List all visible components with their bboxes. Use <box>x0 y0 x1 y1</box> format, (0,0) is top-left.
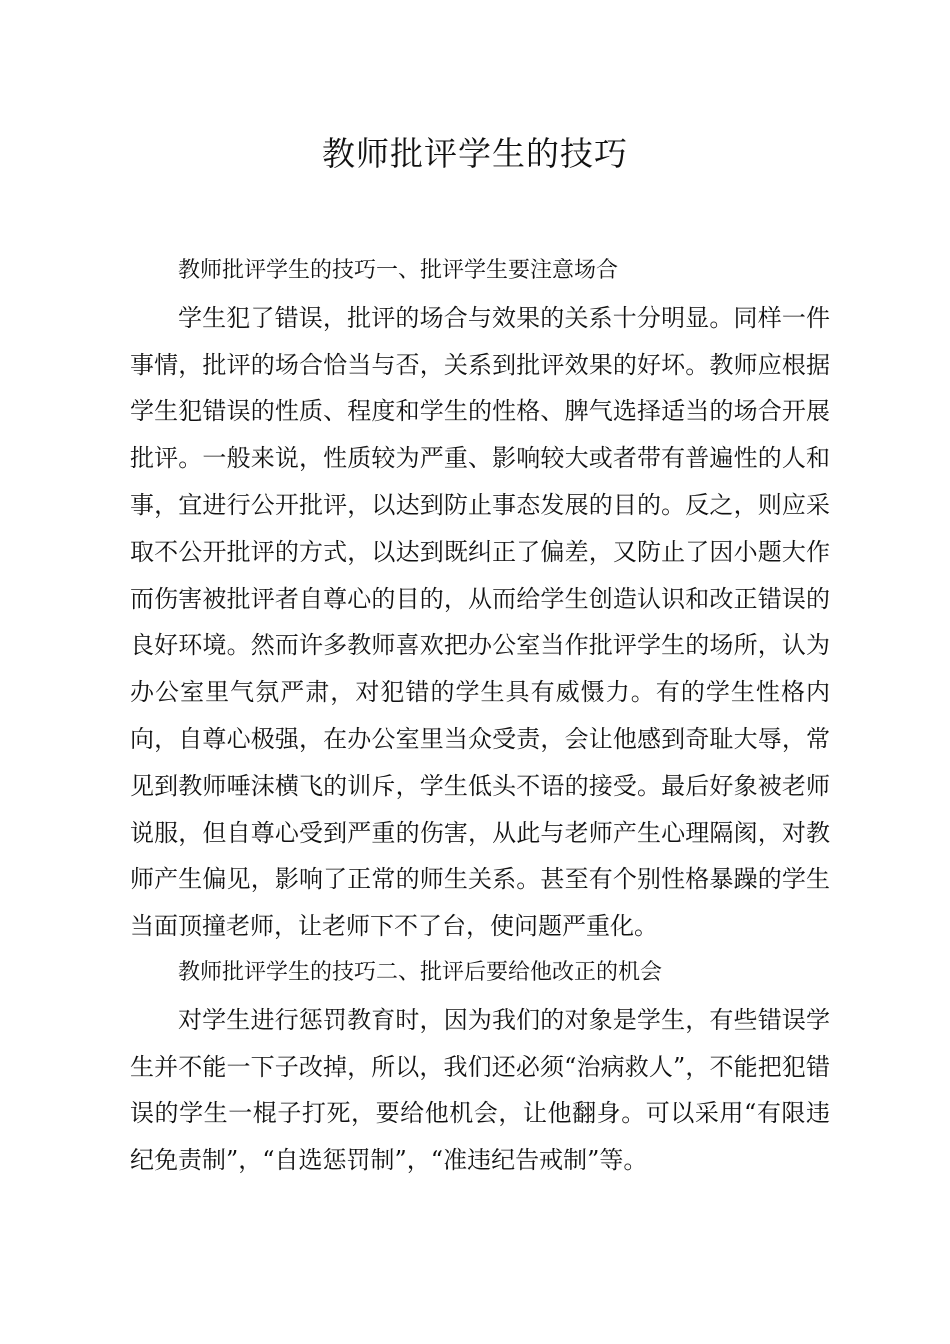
section-heading-1: 教师批评学生的技巧一、批评学生要注意场合 <box>178 258 619 283</box>
document-body <box>130 248 830 1184</box>
section-heading-2: 教师批评学生的技巧二、批评后要给他改正的机会 <box>178 959 663 985</box>
document-title: 教师批评学生的技巧 <box>322 134 628 173</box>
body-paragraph-2: 对学生进行惩罚教育时，因为我们的对象是学生，有些错误学生并不能一下子改掉，所以，我们还必须“治病救人”，不能把犯错误的学生一棍子打死，要给他机会，让他翻身。可以采用“有限违纪免责制”，“自选惩罚制”，“准违纪告戒制”等。 <box>130 1005 830 1175</box>
body-paragraph-1: 学生犯了错误，批评的场合与效果的关系十分明显。同样一件事情，批评的场合恰当与否，关系到批评效果的好坏。教师应根据学生犯错误的性质、程度和学生的性格、脾气选择适当的场合开展批评。一般来说，性质较为严重、影响较大或者带有普遍性的人和事，宜进行公开批评，以达到防止事态发展的目的。反之，则应采取不公开批评的方式，以达到既纠正了偏差，又防止了因小题大作而伤害被批评者自尊心的目的，从而给学生创造认识和改正错误的良好环境。然而许多教师喜欢把办公室当作批评学生的场所，认为办公室里气氛严肃，对犯错的学生具有威慑力。有的学生性格内向，自尊心极强，在办公室里当众受责，会让他感到奇耻大辱，常见到教师唾沫横飞的训斥，学生低头不语的接受。最后好象被老师说服，但自尊心受到严重的伤害，从此与老师产生心理隔阂，对教师产生偏见，影响了正常的师生关系。甚至有个别性格暴躁的学生当面顶撞老师，让老师下不了台，使问题严重化。 <box>130 303 830 941</box>
